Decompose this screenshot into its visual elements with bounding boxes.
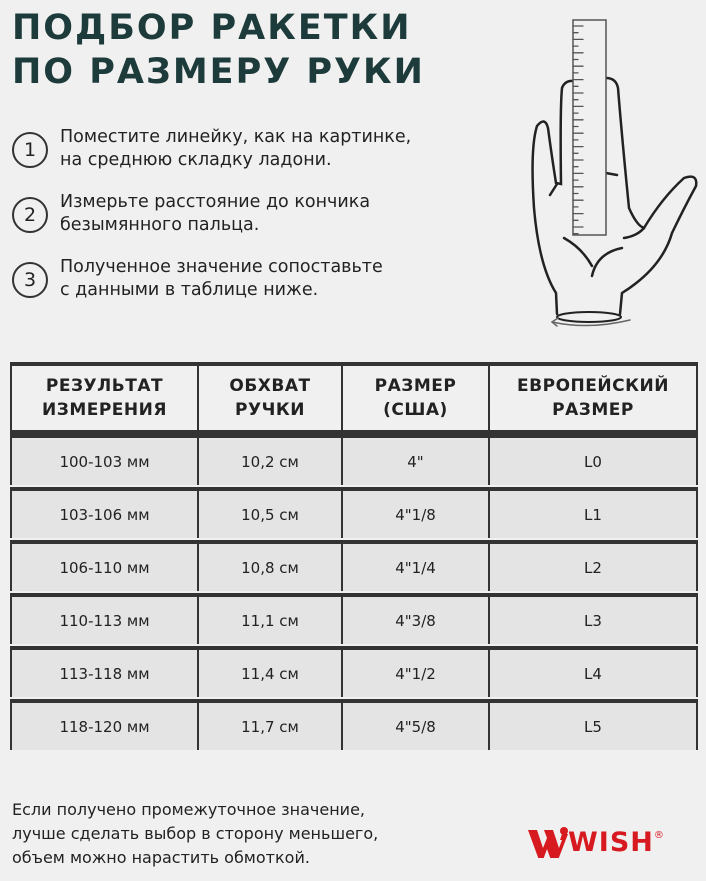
step-number: 3 — [12, 262, 48, 298]
table-cell: 4"1/4 — [342, 542, 489, 591]
step-text: на среднюю складку ладони. — [60, 150, 332, 170]
hand-ruler-illustration — [512, 8, 702, 328]
registered-mark: ® — [653, 830, 664, 841]
table-row — [11, 436, 697, 485]
table-cell: L1 — [489, 489, 697, 538]
step-text: Полученное значение сопоставьте — [60, 257, 383, 277]
column-header — [198, 364, 342, 432]
column-header — [342, 364, 489, 432]
step-2 — [12, 191, 411, 234]
table-cell: 4"5/8 — [342, 701, 489, 750]
step-text: с данными в таблице ниже. — [60, 280, 319, 300]
table-row — [11, 701, 697, 750]
table-row — [11, 542, 697, 591]
instruction-steps — [12, 126, 411, 321]
header-text: РЕЗУЛЬТАТ — [45, 376, 164, 396]
table-cell: L3 — [489, 595, 697, 644]
step-3 — [12, 256, 411, 299]
table-cell: 106-110 мм — [11, 542, 198, 591]
header-text: РАЗМЕР — [552, 400, 634, 420]
header-text: ЕВРОПЕЙСКИЙ — [517, 376, 669, 396]
header-text: ИЗМЕРЕНИЯ — [42, 400, 167, 420]
table-cell: 118-120 мм — [11, 701, 198, 750]
column-header — [11, 364, 198, 432]
header-text: ОБХВАТ — [229, 376, 311, 396]
title-line-2: ПО РАЗМЕРУ РУКИ — [12, 52, 425, 92]
table-cell: 4"1/8 — [342, 489, 489, 538]
table-row — [11, 595, 697, 644]
column-header — [489, 364, 697, 432]
table-cell: 4"3/8 — [342, 595, 489, 644]
step-text: Измерьте расстояние до кончика — [60, 192, 371, 212]
table-row — [11, 489, 697, 538]
step-1 — [12, 126, 411, 169]
table-cell: 10,8 см — [198, 542, 342, 591]
note-line: лучше сделать выбор в сторону меньшего, — [12, 824, 379, 843]
table-cell: L4 — [489, 648, 697, 697]
table-cell: 11,7 см — [198, 701, 342, 750]
table-row — [11, 648, 697, 697]
table-cell: 4" — [342, 436, 489, 485]
table-cell: 10,5 см — [198, 489, 342, 538]
note-line: Если получено промежуточное значение, — [12, 800, 365, 819]
table-cell: 4"1/2 — [342, 648, 489, 697]
step-text: безымянного пальца. — [60, 215, 260, 235]
page-title — [12, 6, 425, 94]
table-cell: 103-106 мм — [11, 489, 198, 538]
table-cell: 113-118 мм — [11, 648, 198, 697]
table-cell: L2 — [489, 542, 697, 591]
table-cell: 11,4 см — [198, 648, 342, 697]
step-number: 1 — [12, 132, 48, 168]
header-text: РУЧКИ — [235, 400, 305, 420]
note-line: объем можно нарастить обмоткой. — [12, 848, 310, 867]
wish-logo-mark-icon — [528, 826, 568, 858]
wish-logo — [528, 826, 664, 858]
step-text: Поместите линейку, как на картинке, — [60, 127, 412, 147]
step-number: 2 — [12, 197, 48, 233]
header-text: (США) — [383, 400, 448, 420]
title-line-1: ПОДБОР РАКЕТКИ — [12, 8, 412, 48]
size-table — [10, 362, 698, 750]
table-header-row — [11, 364, 697, 432]
footnote — [12, 798, 378, 870]
header-text: РАЗМЕР — [374, 376, 457, 396]
table-cell: L5 — [489, 701, 697, 750]
table-cell: 11,1 см — [198, 595, 342, 644]
table-cell: 110-113 мм — [11, 595, 198, 644]
logo-text: WISH — [568, 826, 654, 858]
table-cell: 10,2 см — [198, 436, 342, 485]
table-cell: L0 — [489, 436, 697, 485]
table-cell: 100-103 мм — [11, 436, 198, 485]
